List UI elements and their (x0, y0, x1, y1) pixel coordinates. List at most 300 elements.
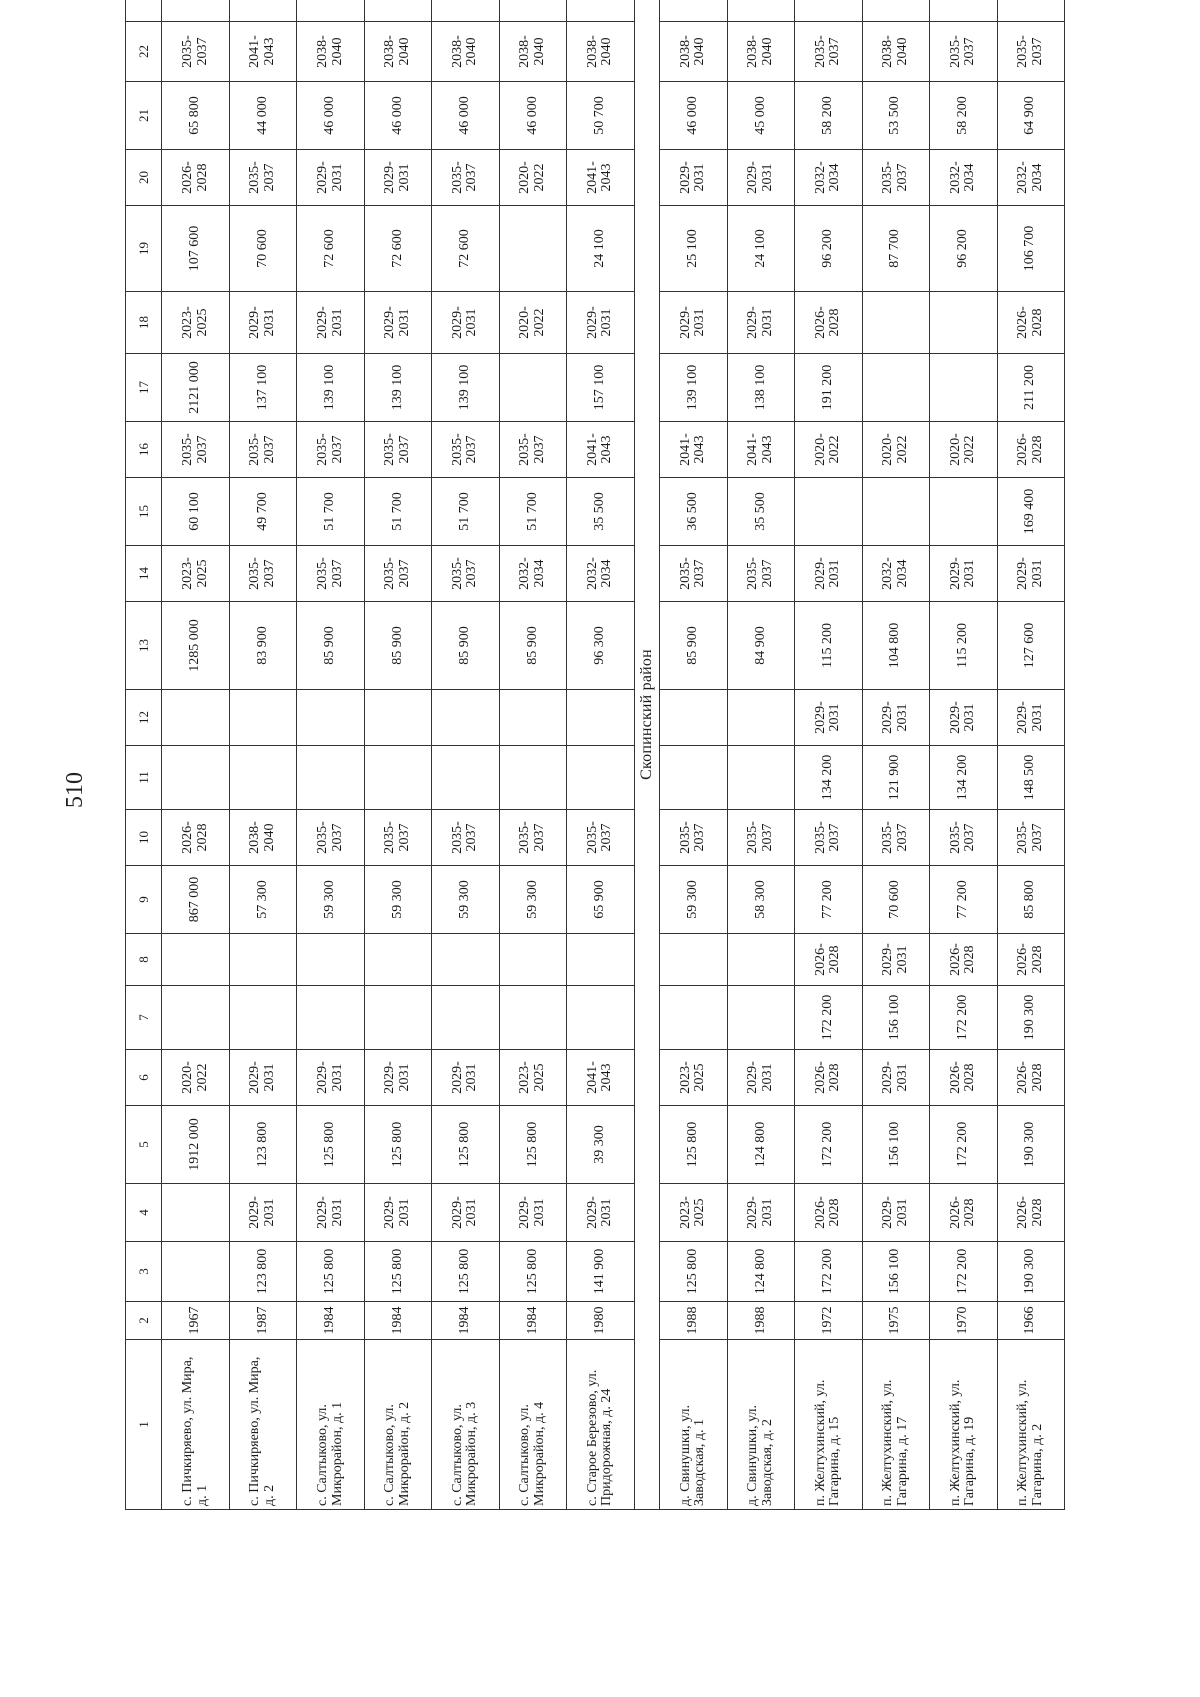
value-cell: 58 300 (727, 866, 794, 934)
value-cell: 2032-2034 (795, 150, 862, 206)
value-cell (432, 934, 499, 986)
column-number-cell: 21 (126, 82, 162, 150)
value-cell: 58 200 (930, 82, 997, 150)
value-cell: 1970 (930, 1302, 997, 1340)
value-cell (499, 206, 566, 292)
value-cell: 85 900 (432, 602, 499, 690)
value-cell: 2023-2025 (162, 546, 229, 602)
column-number-cell: 12 (126, 690, 162, 746)
value-cell: 2020-2022 (930, 422, 997, 478)
value-cell: 58 200 (795, 82, 862, 150)
value-cell: 134 200 (795, 746, 862, 810)
value-cell: 2029-2031 (795, 546, 862, 602)
value-cell: 2020-2022 (862, 422, 929, 478)
value-cell: 156 100 (862, 1106, 929, 1184)
value-cell: 2026-2028 (997, 934, 1064, 986)
value-cell (297, 746, 364, 810)
value-cell: 2026-2028 (930, 1050, 997, 1106)
value-cell (499, 986, 566, 1050)
value-cell: 2029-2031 (297, 292, 364, 354)
value-cell (432, 0, 499, 22)
value-cell: 2020-2022 (162, 1050, 229, 1106)
value-cell (997, 0, 1064, 22)
value-cell (229, 690, 296, 746)
table-row (432, 0, 499, 1510)
value-cell: 2035-2037 (229, 150, 296, 206)
value-cell: 36 500 (660, 478, 727, 546)
value-cell: 125 800 (432, 1106, 499, 1184)
value-cell (862, 354, 929, 422)
value-cell: 1966 (997, 1302, 1064, 1340)
value-cell: 169 400 (997, 478, 1064, 546)
value-cell: 25 100 (660, 206, 727, 292)
value-cell: 156 100 (862, 986, 929, 1050)
value-cell: 139 100 (660, 354, 727, 422)
value-cell: 60 100 (162, 478, 229, 546)
page-number: 510 (62, 772, 88, 808)
value-cell: 1984 (297, 1302, 364, 1340)
address-cell: с. Салтыково, ул. Микрорайон, д. 1 (297, 1340, 364, 1510)
table-row (297, 0, 364, 1510)
table-row (499, 0, 566, 1510)
table-row (795, 0, 862, 1510)
value-cell (567, 0, 634, 22)
value-cell (162, 0, 229, 22)
value-cell: 2041-2043 (567, 422, 634, 478)
value-cell (229, 986, 296, 1050)
value-cell: 2023-2025 (499, 1050, 566, 1106)
table-row (727, 0, 794, 1510)
value-cell (229, 934, 296, 986)
value-cell: 2041-2043 (229, 22, 296, 82)
value-cell: 1980 (567, 1302, 634, 1340)
value-cell: 2029-2031 (727, 1050, 794, 1106)
column-number-cell (126, 0, 162, 22)
value-cell: 1912 000 (162, 1106, 229, 1184)
column-number-cell: 15 (126, 478, 162, 546)
value-cell: 2026-2028 (997, 292, 1064, 354)
table-row (364, 0, 431, 1510)
value-cell: 2035-2037 (364, 422, 431, 478)
data-table (125, 0, 1065, 1510)
value-cell: 77 200 (930, 866, 997, 934)
value-cell: 121 900 (862, 746, 929, 810)
table-row (229, 0, 296, 1510)
value-cell: 65 900 (567, 866, 634, 934)
value-cell: 72 600 (297, 206, 364, 292)
column-number-cell: 20 (126, 150, 162, 206)
value-cell: 2029-2031 (297, 1184, 364, 1242)
value-cell: 35 500 (567, 478, 634, 546)
value-cell: 2121 000 (162, 354, 229, 422)
value-cell (795, 0, 862, 22)
value-cell: 1972 (795, 1302, 862, 1340)
value-cell: 172 200 (930, 1106, 997, 1184)
value-cell: 2038-2040 (364, 22, 431, 82)
value-cell: 46 000 (432, 82, 499, 150)
address-cell: с. Пичкиряево, ул. Мира, д. 2 (229, 1340, 296, 1510)
value-cell: 2029-2031 (364, 150, 431, 206)
value-cell (162, 1184, 229, 1242)
value-cell: 96 200 (795, 206, 862, 292)
value-cell: 2029-2031 (795, 690, 862, 746)
column-number-cell: 4 (126, 1184, 162, 1242)
value-cell: 87 700 (862, 206, 929, 292)
value-cell: 96 300 (567, 602, 634, 690)
value-cell: 2029-2031 (997, 546, 1064, 602)
value-cell (162, 690, 229, 746)
address-cell: п. Желтухинский, ул. Гагарина, д. 17 (862, 1340, 929, 1510)
value-cell: 72 600 (364, 206, 431, 292)
value-cell (364, 986, 431, 1050)
value-cell: 2035-2037 (660, 546, 727, 602)
value-cell (862, 478, 929, 546)
table-row (660, 0, 727, 1510)
value-cell: 2026-2028 (997, 422, 1064, 478)
value-cell: 2029-2031 (364, 1184, 431, 1242)
value-cell: 141 900 (567, 1242, 634, 1302)
value-cell: 139 100 (432, 354, 499, 422)
value-cell: 77 200 (795, 866, 862, 934)
value-cell: 2035-2037 (364, 546, 431, 602)
address-cell: п. Желтухинский, ул. Гагарина, д. 2 (997, 1340, 1064, 1510)
address-cell: д. Свинушки, ул. Заводская, д. 1 (660, 1340, 727, 1510)
column-number-cell: 10 (126, 810, 162, 866)
value-cell: 2029-2031 (862, 934, 929, 986)
value-cell (660, 690, 727, 746)
value-cell (162, 1242, 229, 1302)
value-cell (297, 934, 364, 986)
value-cell: 125 800 (499, 1242, 566, 1302)
value-cell: 53 500 (862, 82, 929, 150)
value-cell: 115 200 (795, 602, 862, 690)
value-cell: 85 900 (364, 602, 431, 690)
value-cell: 139 100 (297, 354, 364, 422)
value-cell: 115 200 (930, 602, 997, 690)
value-cell (297, 986, 364, 1050)
value-cell: 1967 (162, 1302, 229, 1340)
value-cell: 2035-2037 (862, 150, 929, 206)
table-row (862, 0, 929, 1510)
value-cell: 46 000 (364, 82, 431, 150)
value-cell: 125 800 (660, 1242, 727, 1302)
value-cell: 96 200 (930, 206, 997, 292)
address-cell: с. Пичкиряево, ул. Мира, д. 1 (162, 1340, 229, 1510)
value-cell: 211 200 (997, 354, 1064, 422)
value-cell: 2035-2037 (432, 546, 499, 602)
value-cell: 59 300 (364, 866, 431, 934)
column-number-cell: 18 (126, 292, 162, 354)
value-cell (364, 746, 431, 810)
value-cell: 2026-2028 (997, 1050, 1064, 1106)
value-cell: 2032-2034 (930, 150, 997, 206)
rotated-table-container (125, 35, 1065, 1510)
value-cell: 1984 (364, 1302, 431, 1340)
value-cell: 2023-2025 (660, 1050, 727, 1106)
value-cell: 2035-2037 (162, 422, 229, 478)
value-cell: 156 100 (862, 1242, 929, 1302)
value-cell: 134 200 (930, 746, 997, 810)
value-cell: 2029-2031 (727, 292, 794, 354)
value-cell: 2035-2037 (432, 422, 499, 478)
value-cell: 2041-2043 (567, 150, 634, 206)
value-cell: 2032-2034 (862, 546, 929, 602)
value-cell: 2041-2043 (727, 422, 794, 478)
value-cell: 2029-2031 (930, 690, 997, 746)
value-cell (499, 690, 566, 746)
value-cell: 2035-2037 (727, 810, 794, 866)
value-cell (567, 746, 634, 810)
value-cell: 125 800 (432, 1242, 499, 1302)
value-cell (432, 690, 499, 746)
value-cell: 2029-2031 (567, 1184, 634, 1242)
value-cell: 2029-2031 (567, 292, 634, 354)
value-cell: 2032-2034 (499, 546, 566, 602)
value-cell: 1984 (499, 1302, 566, 1340)
value-cell: 35 500 (727, 478, 794, 546)
column-number-cell: 16 (126, 422, 162, 478)
value-cell (930, 292, 997, 354)
value-cell (567, 934, 634, 986)
column-number-cell: 6 (126, 1050, 162, 1106)
value-cell (162, 986, 229, 1050)
value-cell (727, 934, 794, 986)
address-cell: с. Салтыково, ул. Микрорайон, д. 4 (499, 1340, 566, 1510)
value-cell: 1285 000 (162, 602, 229, 690)
value-cell: 867 000 (162, 866, 229, 934)
address-cell: д. Свинушки, ул. Заводская, д. 2 (727, 1340, 794, 1510)
value-cell: 190 300 (997, 1242, 1064, 1302)
value-cell: 2035-2037 (862, 810, 929, 866)
value-cell: 2020-2022 (499, 150, 566, 206)
value-cell: 2038-2040 (567, 22, 634, 82)
value-cell: 2026-2028 (997, 1184, 1064, 1242)
value-cell: 24 100 (567, 206, 634, 292)
value-cell: 190 300 (997, 1106, 1064, 1184)
value-cell (727, 690, 794, 746)
value-cell: 2035-2037 (997, 22, 1064, 82)
value-cell: 2038-2040 (297, 22, 364, 82)
value-cell: 2029-2031 (229, 292, 296, 354)
value-cell: 124 800 (727, 1242, 794, 1302)
value-cell: 2020-2022 (499, 292, 566, 354)
value-cell: 2035-2037 (795, 22, 862, 82)
column-number-cell: 7 (126, 986, 162, 1050)
value-cell: 2029-2031 (432, 1050, 499, 1106)
value-cell: 125 800 (364, 1106, 431, 1184)
column-number-cell: 14 (126, 546, 162, 602)
value-cell: 124 800 (727, 1106, 794, 1184)
value-cell: 2038-2040 (229, 810, 296, 866)
value-cell (795, 478, 862, 546)
value-cell: 57 300 (229, 866, 296, 934)
value-cell: 191 200 (795, 354, 862, 422)
value-cell: 64 900 (997, 82, 1064, 150)
value-cell: 2029-2031 (660, 292, 727, 354)
value-cell: 2020-2022 (795, 422, 862, 478)
value-cell: 125 800 (364, 1242, 431, 1302)
value-cell: 2038-2040 (660, 22, 727, 82)
address-cell: п. Желтухинский, ул. Гагарина, д. 19 (930, 1340, 997, 1510)
value-cell: 85 900 (297, 602, 364, 690)
value-cell: 2035-2037 (229, 546, 296, 602)
value-cell: 59 300 (499, 866, 566, 934)
value-cell: 2029-2031 (364, 292, 431, 354)
value-cell: 84 900 (727, 602, 794, 690)
value-cell: 2026-2028 (795, 934, 862, 986)
value-cell: 51 700 (364, 478, 431, 546)
value-cell: 2035-2037 (930, 22, 997, 82)
value-cell: 2029-2031 (499, 1184, 566, 1242)
value-cell: 1975 (862, 1302, 929, 1340)
value-cell: 137 100 (229, 354, 296, 422)
value-cell (930, 0, 997, 22)
value-cell: 125 800 (660, 1106, 727, 1184)
value-cell (364, 0, 431, 22)
value-cell (567, 986, 634, 1050)
value-cell: 2029-2031 (727, 1184, 794, 1242)
value-cell (229, 0, 296, 22)
value-cell: 2035-2037 (930, 810, 997, 866)
value-cell: 1988 (727, 1302, 794, 1340)
value-cell: 51 700 (432, 478, 499, 546)
value-cell: 2038-2040 (727, 22, 794, 82)
value-cell: 2029-2031 (364, 1050, 431, 1106)
value-cell: 2026-2028 (162, 150, 229, 206)
district-heading: Скопинский район (634, 0, 660, 1510)
value-cell: 157 100 (567, 354, 634, 422)
value-cell: 2026-2028 (930, 1184, 997, 1242)
value-cell (499, 0, 566, 22)
value-cell: 2029-2031 (297, 150, 364, 206)
value-cell: 2029-2031 (432, 1184, 499, 1242)
value-cell (229, 746, 296, 810)
value-cell: 2035-2037 (727, 546, 794, 602)
value-cell (162, 934, 229, 986)
value-cell: 1988 (660, 1302, 727, 1340)
value-cell: 2026-2028 (162, 810, 229, 866)
column-number-cell: 2 (126, 1302, 162, 1340)
header-row (126, 0, 162, 1510)
value-cell: 2026-2028 (930, 934, 997, 986)
value-cell: 123 800 (229, 1242, 296, 1302)
district-row (634, 0, 660, 1510)
value-cell: 172 200 (930, 986, 997, 1050)
value-cell (727, 0, 794, 22)
value-cell: 2035-2037 (297, 546, 364, 602)
value-cell: 2035-2037 (432, 150, 499, 206)
value-cell: 2032-2034 (567, 546, 634, 602)
value-cell: 2035-2037 (162, 22, 229, 82)
value-cell: 51 700 (297, 478, 364, 546)
value-cell: 45 000 (727, 82, 794, 150)
value-cell (499, 934, 566, 986)
value-cell: 2035-2037 (997, 810, 1064, 866)
value-cell (660, 986, 727, 1050)
value-cell: 59 300 (432, 866, 499, 934)
column-number-cell: 1 (126, 1340, 162, 1510)
value-cell: 2038-2040 (499, 22, 566, 82)
value-cell: 2035-2037 (567, 810, 634, 866)
value-cell (364, 690, 431, 746)
value-cell: 85 900 (499, 602, 566, 690)
value-cell: 107 600 (162, 206, 229, 292)
value-cell (660, 746, 727, 810)
value-cell: 2029-2031 (229, 1184, 296, 1242)
value-cell: 85 800 (997, 866, 1064, 934)
column-number-cell: 13 (126, 602, 162, 690)
value-cell: 2029-2031 (997, 690, 1064, 746)
value-cell: 172 200 (795, 1106, 862, 1184)
value-cell: 2041-2043 (660, 422, 727, 478)
value-cell: 65 800 (162, 82, 229, 150)
value-cell: 2029-2031 (297, 1050, 364, 1106)
value-cell: 46 000 (297, 82, 364, 150)
address-cell: п. Желтухинский, ул. Гагарина, д. 15 (795, 1340, 862, 1510)
value-cell: 2029-2031 (432, 292, 499, 354)
value-cell: 46 000 (499, 82, 566, 150)
value-cell (432, 986, 499, 1050)
value-cell: 85 900 (660, 602, 727, 690)
value-cell (660, 934, 727, 986)
value-cell: 2038-2040 (432, 22, 499, 82)
value-cell (660, 0, 727, 22)
value-cell: 2035-2037 (499, 810, 566, 866)
column-number-cell: 22 (126, 22, 162, 82)
value-cell: 83 900 (229, 602, 296, 690)
value-cell: 1984 (432, 1302, 499, 1340)
address-cell: с. Старое Березово, ул. Придорожная, д. 24 (567, 1340, 634, 1510)
value-cell: 2023-2025 (660, 1184, 727, 1242)
value-cell: 190 300 (997, 986, 1064, 1050)
value-cell: 59 300 (297, 866, 364, 934)
value-cell (727, 986, 794, 1050)
value-cell: 139 100 (364, 354, 431, 422)
value-cell (930, 354, 997, 422)
address-cell: с. Салтыково, ул. Микрорайон, д. 2 (364, 1340, 431, 1510)
column-number-cell: 5 (126, 1106, 162, 1184)
value-cell: 39 300 (567, 1106, 634, 1184)
value-cell: 2029-2031 (229, 1050, 296, 1106)
value-cell: 2035-2037 (297, 422, 364, 478)
value-cell (862, 0, 929, 22)
value-cell (432, 746, 499, 810)
column-number-cell: 3 (126, 1242, 162, 1302)
value-cell: 106 700 (997, 206, 1064, 292)
value-cell: 70 600 (229, 206, 296, 292)
value-cell: 46 000 (660, 82, 727, 150)
value-cell: 172 200 (795, 1242, 862, 1302)
value-cell: 2035-2037 (297, 810, 364, 866)
value-cell: 49 700 (229, 478, 296, 546)
value-cell: 70 600 (862, 866, 929, 934)
value-cell (499, 354, 566, 422)
value-cell: 2032-2034 (997, 150, 1064, 206)
value-cell: 123 800 (229, 1106, 296, 1184)
value-cell: 2026-2028 (795, 1050, 862, 1106)
value-cell: 44 000 (229, 82, 296, 150)
column-number-cell: 9 (126, 866, 162, 934)
value-cell (297, 690, 364, 746)
value-cell: 2038-2040 (862, 22, 929, 82)
value-cell: 104 800 (862, 602, 929, 690)
value-cell: 2035-2037 (499, 422, 566, 478)
value-cell (930, 478, 997, 546)
value-cell: 59 300 (660, 866, 727, 934)
value-cell: 125 800 (499, 1106, 566, 1184)
value-cell (297, 0, 364, 22)
value-cell: 2029-2031 (660, 150, 727, 206)
